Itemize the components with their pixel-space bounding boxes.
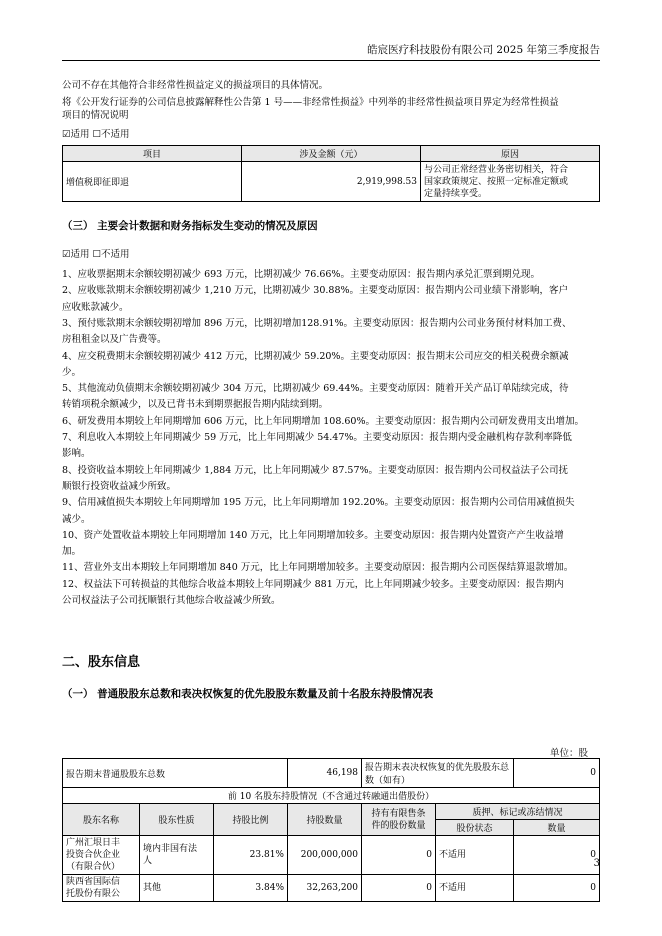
cell-item: 增值税即征即退 bbox=[63, 162, 242, 202]
cell-status: 不适用 bbox=[436, 836, 514, 875]
cell-restricted: 0 bbox=[362, 875, 436, 902]
change-reason-line: 5、其他流动负债期末余额较期初减少 304 万元，比期初减少 69.44%。主要变动原因：随着开关产品订单陆续完成，待 bbox=[62, 383, 569, 395]
change-reason-line: 1、应收票据期末余额较期初减少 693 万元，比期初减少 76.66%。主要变动原因：报告期内承兑汇票到期兑现。 bbox=[62, 269, 540, 280]
cell-shareholder-name: 陕西省国际信 托股份有限公 bbox=[63, 875, 140, 902]
cell-restricted: 0 bbox=[362, 836, 436, 875]
intro-line-1: 公司不存在其他符合非经常性损益定义的损益项目的具体情况。 bbox=[62, 80, 329, 91]
th-status: 股份状态 bbox=[436, 820, 514, 836]
cell-reason bbox=[421, 162, 600, 202]
change-reason-line: 公司权益法子公司抚顺银行其他综合收益减少所致。 bbox=[62, 595, 281, 606]
cell-shareholder-name: 广州汇垠日丰 投资合伙企业 （有限合伙） bbox=[63, 836, 140, 875]
cell-shareholder-nature: 境内非国有法 人 bbox=[140, 836, 214, 875]
change-reason-line: 房租租金以及广告费等。 bbox=[62, 334, 167, 346]
change-reason-line: 转销项税余额减少，以及已背书未到期票据报告期内陆续到期。 bbox=[62, 399, 329, 411]
th-count: 数量 bbox=[514, 820, 600, 836]
reason-line: 与公司正常经营业务密切相关，符合 bbox=[424, 164, 569, 175]
change-reason-line: 顺银行投资收益减少所致。 bbox=[62, 480, 177, 492]
change-reason-line: 9、信用减值损失本期较上年同期增加 195 万元，比上年同期增加 192.20%。主要变动原因：报告期内公司信用减值损失 bbox=[62, 497, 575, 509]
change-reason-line: 少。 bbox=[62, 366, 82, 378]
section-1-title: （一） 普通股股东总数和表决权恢复的优先股股东数量及前十名股东持股情况表 bbox=[62, 688, 434, 700]
th-restricted-line: 持有有限售条 bbox=[371, 808, 426, 819]
table-row bbox=[63, 836, 600, 875]
total-shareholders-value: 46,198 bbox=[288, 759, 362, 788]
page-number: 3 bbox=[593, 858, 600, 869]
nonrecurring-table bbox=[62, 145, 600, 202]
th-restricted bbox=[362, 804, 436, 836]
unit-label: 单位：股 bbox=[549, 748, 588, 759]
th-ratio: 持股比例 bbox=[214, 804, 288, 836]
change-reason-line: 7、利息收入本期较上年同期减少 59 万元，比上年同期减少 54.47%。主要变动原因：报告期内受金融机构存款利率降低 bbox=[62, 432, 572, 443]
th-name: 股东名称 bbox=[63, 804, 140, 836]
change-reason-line: 3、预付账款期末余额较期初增加 896 万元，比期初增加128.91%。主要变动原因：报告期内公司业务预付材料加工费、 bbox=[62, 317, 572, 329]
cell-count: 0 bbox=[514, 836, 600, 875]
header-divider bbox=[62, 60, 600, 61]
change-reason-line: 减少。 bbox=[62, 513, 91, 525]
total-shareholders-label: 报告期末普通股股东总数 bbox=[63, 759, 288, 788]
preferred-shareholders-value: 0 bbox=[514, 759, 600, 788]
change-reason-line: 2、应收账款期末余额较期初减少 1,210 万元，比期初减少 30.88%。主要变动原因：报告期内公司业绩下滑影响，客户 bbox=[62, 285, 569, 297]
change-reason-line: 12、权益法下可转损益的其他综合收益本期较上年同期减少 881 万元，比上年同期减少较多。主要变动原因：报告期内 bbox=[62, 578, 564, 590]
change-reason-line: 4、应交税费期末余额较期初减少 412 万元，比期初减少 59.20%。主要变动原因：报告期末公司应交的相关税费余额减 bbox=[62, 350, 569, 362]
th-amount: 涉及金额（元） bbox=[242, 146, 421, 162]
th-item: 项目 bbox=[63, 146, 242, 162]
change-reason-line: 11、营业外支出本期较上年同期增加 840 万元，比上年同期增加较多。主要变动原因：报告期内公司医保结算退款增加。 bbox=[62, 562, 574, 574]
th-reason: 原因 bbox=[421, 146, 600, 162]
cell-shareholder-nature: 其他 bbox=[140, 875, 214, 902]
table-row bbox=[63, 162, 600, 202]
cell-qty: 200,000,000 bbox=[288, 836, 362, 875]
th-qty: 持股数量 bbox=[288, 804, 362, 836]
top10-label: 前 10 名股东持股情况（不含通过转融通出借股份） bbox=[63, 788, 600, 804]
change-reason-line: 影响。 bbox=[62, 448, 91, 460]
cell-status: 不适用 bbox=[436, 875, 514, 902]
part-2-title: 二、股东信息 bbox=[62, 655, 141, 670]
intro-line-2b: 项目的情况说明 bbox=[62, 110, 129, 121]
change-reason-line: 8、投资收益本期较上年同期减少 1,884 万元，比上年同期减少 87.57%。主要变动原因：报告期内公司权益法子公司抚 bbox=[62, 464, 569, 476]
change-reason-line: 10、资产处置收益本期较上年同期增加 140 万元，比上年同期增加较多。主要变动原因：报告期内处置资产产生收益增 bbox=[62, 529, 564, 541]
change-reason-line: 应收账款减少。 bbox=[62, 301, 129, 313]
table-row bbox=[63, 875, 600, 902]
section-3-title: （三） 主要会计数据和财务指标发生变动的情况及原因 bbox=[62, 220, 318, 232]
reason-line: 定量持续享受。 bbox=[424, 188, 488, 199]
intro-line-2a: 将《公开发行证券的公司信息披露解释性公告第 1 号——非经常性损益》中列举的非经常性损益项目界定为经常性损益 bbox=[62, 97, 559, 108]
th-nature: 股东性质 bbox=[140, 804, 214, 836]
cell-count: 0 bbox=[514, 875, 600, 902]
cell-ratio: 3.84% bbox=[214, 875, 288, 902]
cell-qty: 32,263,200 bbox=[288, 875, 362, 902]
cell-amount: 2,919,998.53 bbox=[242, 162, 421, 202]
th-restricted-line: 件的股份数量 bbox=[371, 820, 426, 831]
reason-line: 国家政策规定、按照一定标准定额或 bbox=[424, 176, 569, 187]
change-reason-line: 加。 bbox=[62, 546, 82, 558]
preferred-shareholders-label: 报告期末表决权恢复的优先股股东总数（如有） bbox=[362, 759, 514, 788]
th-pledge: 质押、标记或冻结情况 bbox=[436, 804, 600, 820]
page-header: 皓宸医疗科技股份有限公司 2025 年第三季度报告 bbox=[367, 44, 600, 56]
cell-ratio: 23.81% bbox=[214, 836, 288, 875]
applicable-checkbox-1: ☑适用 ☐不适用 bbox=[62, 129, 130, 140]
applicable-checkbox-2: ☑适用 ☐不适用 bbox=[62, 249, 130, 260]
change-reason-line: 6、研发费用本期较上年同期增加 606 万元，比上年同期增加 108.60%。主要变动原因：报告期内公司研发费用支出增加。 bbox=[62, 415, 585, 427]
shareholders-table bbox=[62, 758, 600, 902]
